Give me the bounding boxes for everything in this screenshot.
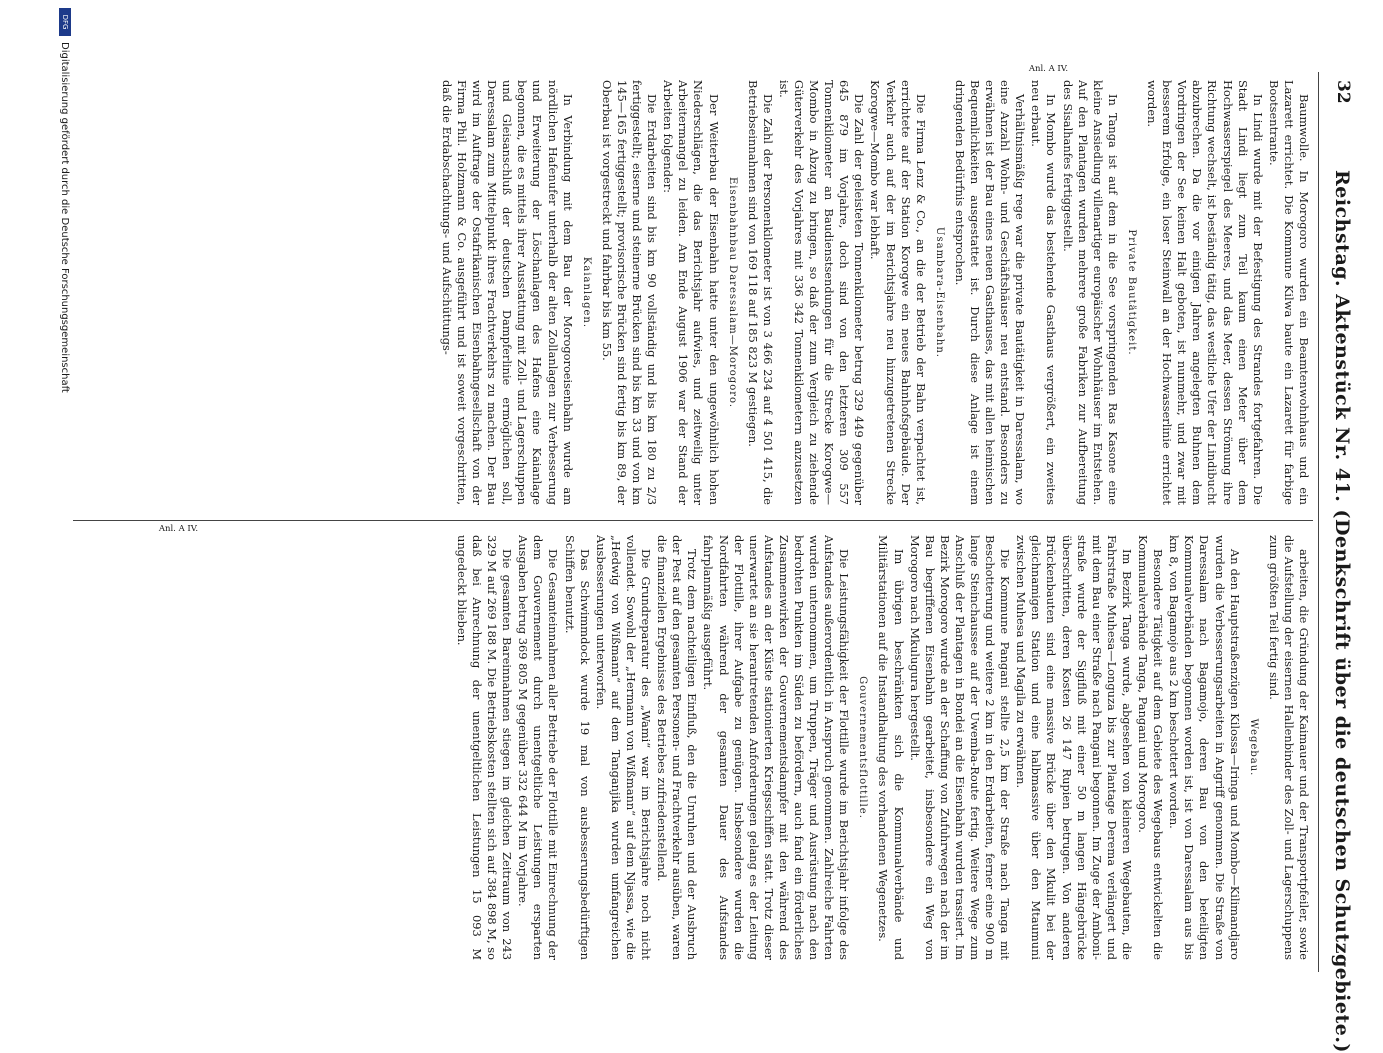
column-divider bbox=[73, 520, 1313, 521]
left-column bbox=[71, 80, 1311, 505]
section-heading: Private Bautätigkeit. bbox=[1125, 229, 1137, 356]
paragraph: Die Kommune Pangani stellte 2,5 km der Straße nach Tanga mit Beschotterung und weitere 2 km in den Erdarbeiten, ferner eine 900 m lange Steinchaussee auf der Uwemba-Route fertig. Weitere Wege zum Anschluß der Plantagen in Bondei an die Eisenbahn wurden trassiert. Im Bezirk Morogoro wurde an der Schaffung von Zufuhrwegen nach der im Bau begriffenen Eisenbahn gearbeitet, insbesondere ein Weg von Morogoro nach Mkulugura hergestellt. bbox=[907, 535, 1013, 960]
dfg-logo: DFG bbox=[59, 8, 71, 36]
paragraph: Die Gesamteinnahmen aller Betriebe der Flottille mit Einrechnung der dem Gouvernement durch unentgeltliche Leistungen ersparten Ausgaben betrug 369 805 M gegenüber 332 644 M im Vorjahre. bbox=[516, 535, 561, 960]
paragraph: Die Grundreparatur des „Wami“ war im Berichtsjahre noch nicht vollendet. Sowohl der „Hermann von Wißmann“ auf dem Njassa, wie die „Hedwig von Wißmann“ auf dem Tanganjika wurden umfangreichen Ausbesserungen unterworfen. bbox=[593, 535, 654, 960]
paragraph: In Mombo wurde das bestehende Gasthaus vergrößert, ein zweites neu erbaut. bbox=[1029, 80, 1059, 505]
margin-note: Anl. A IV. bbox=[158, 524, 199, 535]
page-header bbox=[1327, 80, 1353, 1053]
paragraph: Die gesamten Bareinnahmen stiegen im gleichen Zeitraum von 243 329 M auf 269 188 M. Die Betriebskosten stellten sich auf 384 898 M, so daß bei Anrechnung der unentgeltlichen Leistungen 15 093 M ungedeckt blieben. bbox=[454, 535, 515, 960]
paragraph: Verhältnismäßig rege war die private Bautätigkeit in Daressalam, wo eine Anzahl Wohn- und Geschäftshäuser neu entstand. Besonders zu erwähnen ist der Bau eines neuen Gasthauses, das mit allen heimischen Bequemlichkeiten ausgestattet ist. Durch diese Anlage ist einem dringenden Bedürfnis entsprochen. bbox=[952, 80, 1028, 505]
paragraph: In Verbindung mit dem Bau der Morogoroeisenbahn wurde am nördlichen Hafenufer unterhalb der alten Zollanlagen zur Verbesserung und Erweiterung der Löschanlagen des Hafens eine Kaianlage begonnen, die es mittels ihrer Ausstattung mit Zoll- und Lagerschuppen und Gleisanschluß der deutschen Dampferlinie ermöglichen soll, Daressalam zum Mittelpunkt ihres Frachtverkehrs zu machen. Der Bau wird im Auftrage der Ostafrikanischen Eisenbahngesellschaft von der Firma Phil. Holzmann & Co. ausgeführt und ist soweit vorgeschritten, daß die Erdabschachtungs- und Aufschüttungs- bbox=[439, 80, 575, 505]
page-title: Reichstag. Aktenstück Nr. 41. (Denkschrift über die deutschen Schutzgebiete.) bbox=[1331, 170, 1353, 1053]
paragraph: Die Firma Lenz & Co., an die der Betrieb der Bahn verpachtet ist, errichtete auf der Station Korogwe ein neues Bahnhofsgebäude. Der Verkehr auch auf der im Berichtsjahre neu hinzugetretenen Strecke Korogwe—Mombo war lebhaft. bbox=[868, 80, 928, 505]
paragraph: Die Erdarbeiten sind bis km 90 vollständig und bis km 180 zu 2/3 fertiggestellt; eiserne und steinerne Brücken sind bis km 33 und von km 145—165 fertiggestellt; provisorische Brücken sind fertig bis km 89, der Oberbau ist vorgestreckt und fahrbar bis km 55. bbox=[599, 80, 660, 505]
paragraph: An den Hauptstraßenzügen Kilossa—Iringa und Mombo—Kilimandjaro wurden die Verbesserungsarbeiten in Angriff genommen. Die Straße von Daressalam nach Bagamojo, deren Bau von den beteiligten Kommunalverbänden begonnen worden ist, ist von Daressalam aus bis km 8, von Bagamojo aus 2 km beschottert worden. bbox=[1167, 535, 1242, 960]
right-column bbox=[71, 535, 1311, 960]
paragraph: Die Zahl der geleisteten Tonnenkilometer betrug 329 449 gegenüber 645 879 im Vorjahre, doch sind von den letzteren 309 557 Tonnenkilometer an Baudienstsendungen für die Strecke Korogwe—Mombo in Abzug zu bringen, so daß der zum Vergleich zu ziehende Güterverkehr des Vorjahres mit 336 342 Tonnenkilometern anzusetzen ist. bbox=[776, 80, 867, 505]
margin-note: Anl. A IV. bbox=[1028, 64, 1069, 75]
paragraph: Besondere Tätigkeit auf dem Gebiete des Wegebaus entwickelten die Kommunalverbände Tanga, Pangani und Morogoro. bbox=[1136, 535, 1166, 960]
paragraph: arbeiten, die Gründung der Kaimauer und der Transportpfeiler, sowie die Aufstellung der eisernen Hallenbinder des Zoll- und Lagerschuppens zum größten Teil fertig sind. bbox=[1266, 535, 1311, 960]
paragraph: In Tanga ist auf dem in die See vorspringenden Ras Kasone eine kleine Ansiedlung villenartiger europäischer Wohnhäuser im Entstehen. Auf den Plantagen wurden mehrere große Fabriken zur Aufbereitung des Sisalhanfes fertiggestellt. bbox=[1060, 80, 1120, 505]
paragraph: Die Zahl der Personenkilometer ist von 3 466 234 auf 4 501 415, die Betriebseinnahmen sind von 169 118 auf 185 823 M gestiegen. bbox=[745, 80, 775, 505]
paragraph: Das Schwimmdock wurde 19 mal von ausbesserungsbedürftigen Schiffen benutzt. bbox=[562, 535, 592, 960]
paragraph: Im Bezirk Tanga wurde, abgesehen von kleineren Wegebauten, die Fahrstraße Muhesa—Longuza bis zur Plantage Derema verlängert und mit dem Bau einer Straße nach Pangani begonnen. Im Zuge der Amboni-straße wurde der Sigifluß mit einer 50 m langen Hängebrücke überschritten, deren Kosten 26 147 Rupien betrugen. Von anderen Brückenbauten sind eine massive Brücke über den Mkulit bei der gleichnamigen Station und eine halbmassive über den Mtaumuni zwischen Muhesa und Magila zu erwähnen. bbox=[1014, 535, 1134, 960]
paragraph: Der Weiterbau der Eisenbahn hatte unter den ungewöhnlich hohen Niederschlägen, die das Berichtsjahr aufwies, und zeitweilig unter Arbeitermangel zu leiden. Am Ende August 1906 war der Stand der Arbeiten folgender: bbox=[661, 80, 721, 505]
section-heading: Kaianlagen. bbox=[580, 256, 592, 329]
paragraph: Baumwolle. In Morogoro wurden ein Beamtenwohnhaus und ein Lazarett errichtet. Die Kommune Kilwa baute ein Lazarett für farbige Bootsentrante. bbox=[1266, 80, 1311, 505]
page-number: 32 bbox=[1333, 80, 1353, 104]
digitization-credit bbox=[59, 8, 71, 393]
section-heading: Wegebau. bbox=[1247, 718, 1259, 777]
section-heading: Gouvernementsflottille. bbox=[857, 676, 869, 819]
credit-text: Digitalisierung gefördert durch die Deutsche Forschungsgemeinschaft bbox=[59, 42, 70, 393]
paragraph: Die Leistungsfähigkeit der Flottille wurde im Berichtsjahr infolge des Aufstandes außerordentlich in Anspruch genommen. Zahlreiche Fahrten wurden unternommen, um Truppen, Träger und Ausrüstung nach den bedrohten Punkten im Süden zu befördern, auch fand ein förderliches Zusammenwirken der Gouvernementsdampfer mit den während des Aufstandes an der Küste stationierten Kriegsschiffen statt. Trotz dieser unerwartet an sie herantretenden Anforderungen gelang es der Leitung der Flottille, ihrer Aufgabe zu genügen. Insbesondere wurden die Nordfahrten während der gesamten Dauer des Aufstandes fahrplanmäßig ausgeführt. bbox=[701, 535, 852, 960]
section-heading: Usambara-Eisenbahn. bbox=[933, 227, 945, 358]
paragraph: Trotz dem nachteiligen Einfluß, den die Unruhen und der Ausbruch der Pest auf den gesamten Personen- und Frachtverkehr ausüben, waren die finanziellen Ergebnisse des Betriebes zufriedenstellend. bbox=[655, 535, 700, 960]
paragraph: In Lindi wurde mit der Befestigung des Strandes fortgefahren. Die Stadt Lindi liegt zum Teil kaum einen Meter über dem Hochwasserspiegel des Meeres, und das Meer, dessen Strömung ihre Richtung wechselt, ist beständig tätig, das westliche Ufer der Lindibucht abzubrechen. Da die vor einigen Jahren angelegten Buhnen dem Vordringen der See keinen Halt geboten, ist nunmehr, und zwar mit besserem Erfolge, ein loser Steinwall an der Hochwasserlinie errichtet worden. bbox=[1145, 80, 1265, 505]
header-rule bbox=[1318, 72, 1319, 972]
section-heading: Eisenbahnbau Daressalam—Morogoro. bbox=[726, 176, 738, 409]
paragraph: Im übrigen beschränkten sich die Kommunalverbände und Militärstationen auf die Instandhaltung des vorhandenen Wegenetzes. bbox=[876, 535, 906, 960]
